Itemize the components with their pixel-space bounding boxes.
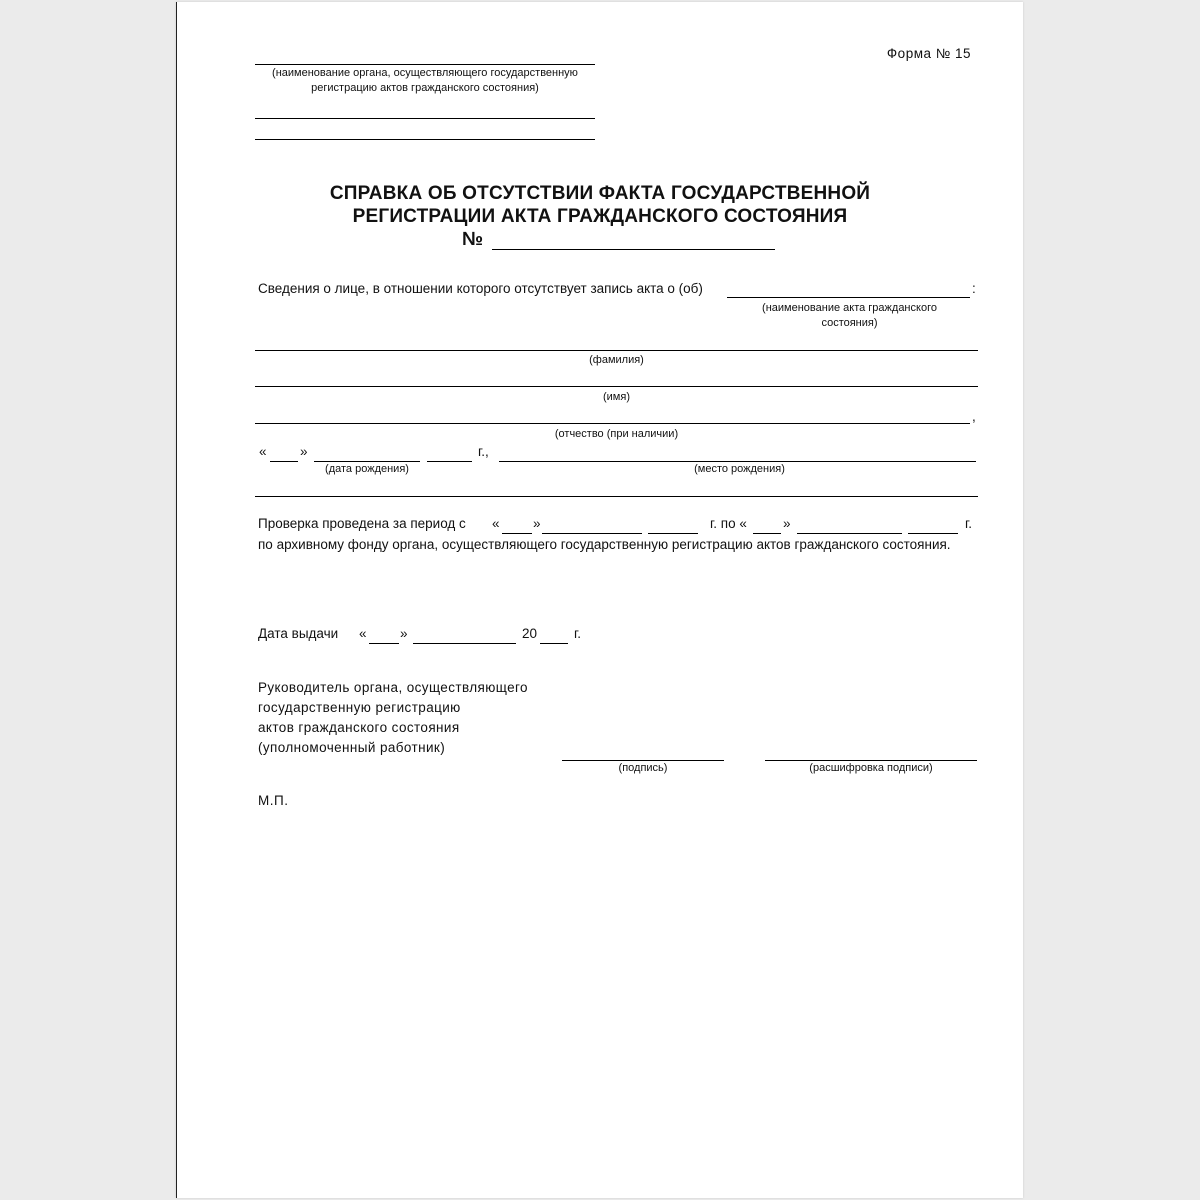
check-quote-close: » [533, 516, 541, 531]
issue-day-line [369, 643, 399, 644]
check-period-prefix: Проверка проведена за период с [258, 516, 466, 531]
signatory-line2: государственную регистрацию [258, 700, 461, 715]
surname-line [255, 350, 978, 351]
name-caption: (имя) [603, 391, 630, 403]
check-to-month-line [797, 533, 902, 534]
birth-year-line [427, 461, 472, 462]
act-colon: : [972, 281, 976, 296]
birth-day-line [270, 461, 298, 462]
birth-date-caption: (дата рождения) [325, 463, 409, 475]
check-year-end: г. [965, 516, 973, 531]
number-sign: № [462, 229, 484, 250]
org-caption-line2: регистрацию актов гражданского состояния) [311, 82, 539, 94]
issue-year-line [540, 643, 568, 644]
check-to-text: г. по « [710, 516, 747, 531]
signature-decode-caption: (расшифровка подписи) [809, 762, 933, 774]
issue-year-suffix: г. [574, 626, 582, 641]
signatory-line1: Руководитель органа, осуществляющего [258, 680, 528, 695]
check-from-year-line [648, 533, 698, 534]
patronymic-line [255, 423, 970, 424]
patronymic-comma: , [972, 409, 976, 424]
act-name-line [727, 297, 970, 298]
check-rest-text: по архивному фонду органа, осуществляющего государственную регистрацию актов гражданского состояния. [258, 537, 951, 552]
check-quote-open: « [492, 516, 500, 531]
org-caption-line1: (наименование органа, осуществляющего государственную [272, 67, 578, 79]
issue-century: 20 [522, 626, 538, 641]
check-to-day-line [753, 533, 781, 534]
signatory-line3: актов гражданского состояния [258, 720, 460, 735]
person-intro: Сведения о лице, в отношении которого отсутствует запись акта о (об) [258, 281, 703, 296]
patronymic-caption: (отчество (при наличии) [554, 428, 679, 440]
birth-year-suffix: г., [478, 444, 489, 459]
surname-caption: (фамилия) [589, 354, 644, 366]
issue-quote-open: « [359, 626, 367, 641]
act-caption-line2: состояния) [821, 317, 878, 329]
issue-month-line [413, 643, 516, 644]
signatory-block [258, 678, 528, 758]
name-line [255, 386, 978, 387]
birth-quote-close: » [300, 444, 308, 459]
issue-quote-close: » [400, 626, 408, 641]
form-number: Форма № 15 [886, 46, 971, 61]
stamp-place: М.П. [258, 793, 289, 808]
birth-place-caption: (место рождения) [694, 463, 785, 475]
check-from-month-line [542, 533, 642, 534]
org-line-3 [255, 139, 595, 140]
check-to-year-line [908, 533, 958, 534]
certificate-number-line [492, 249, 775, 250]
issue-date-label: Дата выдачи [258, 626, 339, 641]
document-page [176, 2, 1023, 1198]
birth-quote-open: « [259, 444, 267, 459]
act-caption-line1: (наименование акта гражданского [762, 302, 937, 314]
document-title-line1: СПРАВКА ОБ ОТСУТСТВИИ ФАКТА ГОСУДАРСТВЕННОЙ [329, 183, 871, 204]
check-quote-close2: » [783, 516, 791, 531]
document-title-line2: РЕГИСТРАЦИИ АКТА ГРАЖДАНСКОГО СОСТОЯНИЯ [352, 206, 848, 227]
org-line-2 [255, 118, 595, 119]
check-from-day-line [502, 533, 532, 534]
signatory-line4: (уполномоченный работник) [258, 740, 446, 755]
signature-caption: (подпись) [618, 762, 668, 774]
org-name-line [255, 64, 595, 65]
extra-line [255, 496, 978, 497]
